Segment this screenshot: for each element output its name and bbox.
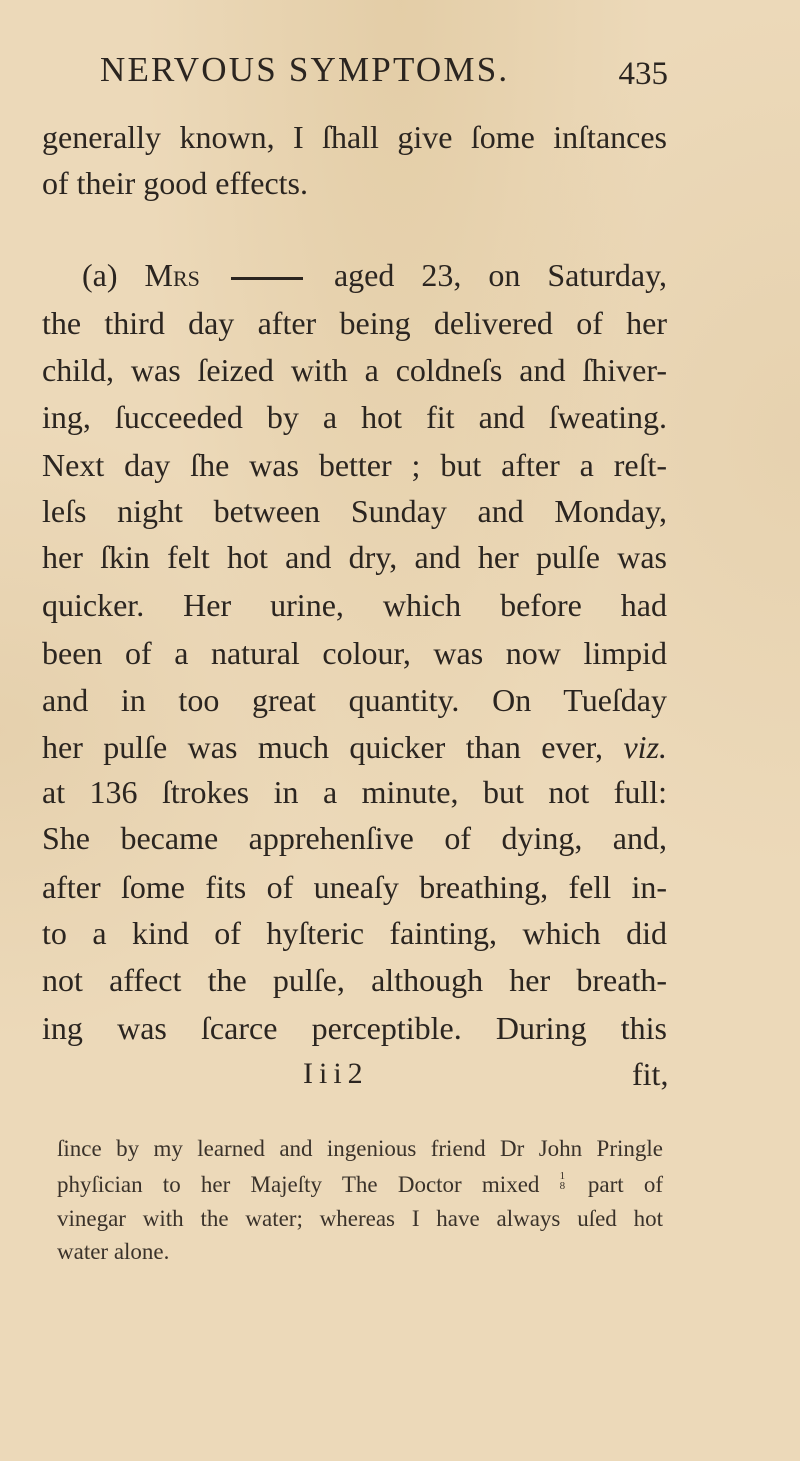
case-label: (a) bbox=[82, 257, 118, 293]
body-line: of their good effects. bbox=[42, 165, 308, 201]
body-line: quicker. Her urine, which before had bbox=[42, 587, 667, 623]
name-omitted-dash bbox=[231, 277, 303, 280]
case-heading-line bbox=[82, 252, 667, 298]
running-head bbox=[100, 50, 668, 90]
body-line: child, was ſeized with a coldneſs and ſhiver- bbox=[42, 352, 667, 388]
patient-title: Mrs bbox=[144, 257, 200, 293]
fraction-denominator: 8 bbox=[559, 1180, 566, 1192]
body-line: at 136 ſtrokes in a minute, but not full: bbox=[42, 774, 667, 810]
body-line: the third day after being delivered of her bbox=[42, 305, 667, 341]
italic-viz: viz. bbox=[623, 729, 668, 765]
body-line: to a kind of hyſteric fainting, which did bbox=[42, 915, 667, 951]
body-line: She became apprehenſive of dying, and, bbox=[42, 820, 667, 856]
case-heading-rest: aged 23, on Saturday, bbox=[333, 257, 668, 293]
footnote-line: vinegar with the water; whereas I have always uſed hot bbox=[57, 1206, 663, 1231]
body-line: Next day ſhe was better ; but after a reſt- bbox=[42, 447, 667, 483]
fraction-one-eighth bbox=[560, 1171, 568, 1191]
body-line: her ſkin felt hot and dry, and her pulſe was bbox=[42, 539, 667, 575]
fraction-numerator: 1 bbox=[559, 1170, 566, 1182]
body-line: and in too great quantity. On Tueſday bbox=[42, 682, 667, 718]
catchword: fit, bbox=[632, 1056, 669, 1092]
footnote-text: part of bbox=[587, 1172, 664, 1197]
body-line: been of a natural colour, was now limpid bbox=[42, 635, 667, 671]
body-text: her pulſe was much quicker than ever, bbox=[42, 729, 604, 765]
footnote-line: water alone. bbox=[57, 1239, 170, 1264]
footnote-line: ſince by my learned and ingenious friend Dr John Pringle bbox=[57, 1136, 663, 1161]
footnote-text: phyſician to her Majeſty The Doctor mixed bbox=[57, 1172, 540, 1197]
signature-mark: Iii2 bbox=[303, 1057, 369, 1090]
body-line: ing was ſcarce perceptible. During this bbox=[42, 1010, 667, 1046]
page-number: 435 bbox=[618, 56, 668, 92]
body-line: not affect the pulſe, although her breath- bbox=[42, 962, 667, 998]
footnote-line bbox=[57, 1168, 663, 1202]
body-line: after ſome fits of uneaſy breathing, fell in- bbox=[42, 869, 667, 905]
body-line bbox=[42, 724, 667, 770]
body-line: ing, ſucceeded by a hot fit and ſweating. bbox=[42, 399, 667, 435]
body-line: generally known, I ſhall give ſome inſtances bbox=[42, 119, 667, 155]
running-head-title: NERVOUS SYMPTOMS. bbox=[100, 50, 510, 89]
body-line: leſs night between Sunday and Monday, bbox=[42, 493, 667, 529]
